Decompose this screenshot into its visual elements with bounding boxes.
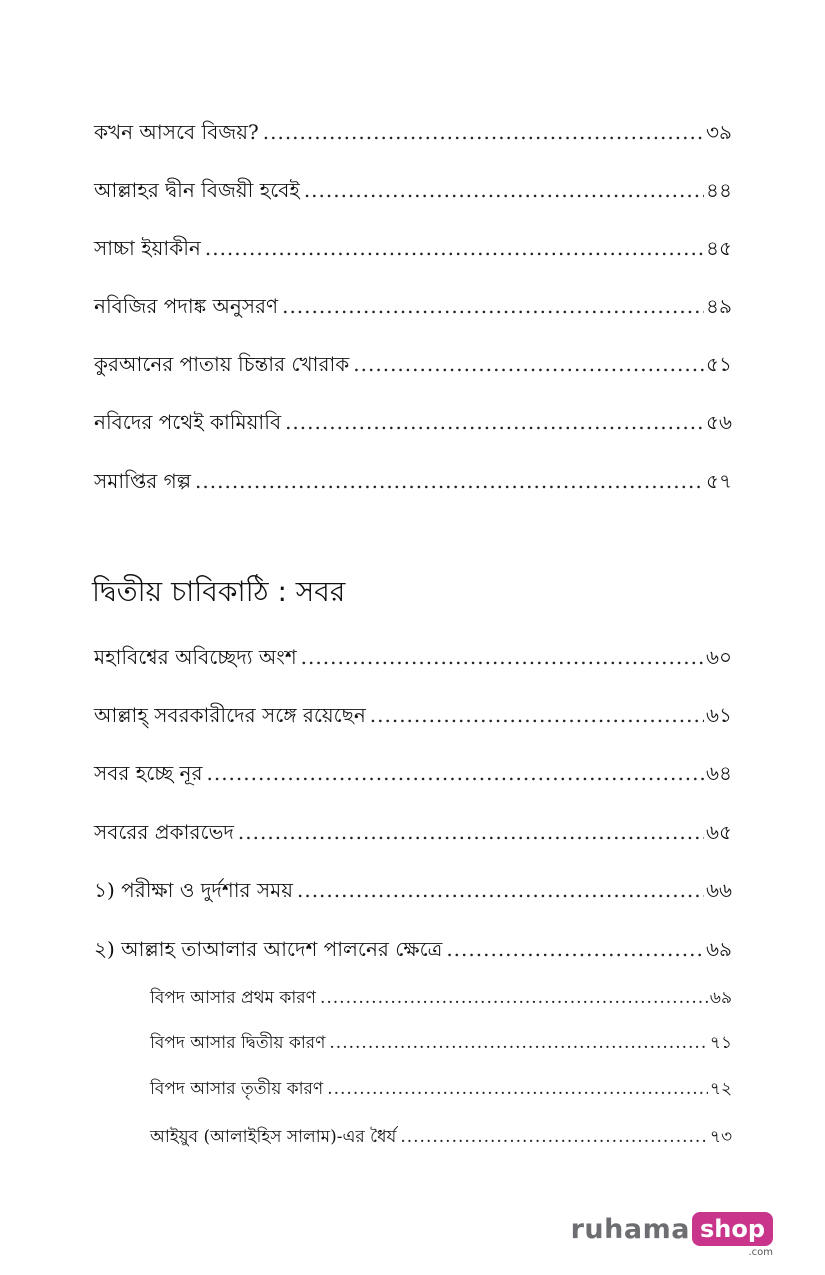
toc-subentry bbox=[150, 1125, 732, 1149]
toc-entry-page: ৬১ bbox=[706, 703, 732, 727]
leader-dots bbox=[206, 759, 704, 787]
toc-entry-title: ১) পরীক্ষা ও দুর্দশার সময় bbox=[94, 878, 293, 902]
toc-entry bbox=[94, 467, 732, 495]
toc-entry-title: মহাবিশ্বের অবিচ্ছেদ্য অংশ bbox=[94, 645, 297, 669]
toc-entry-title: সবরের প্রকারভেদ bbox=[94, 820, 234, 844]
toc-entry bbox=[94, 350, 732, 378]
leader-dots bbox=[263, 118, 704, 146]
leader-dots bbox=[400, 1125, 708, 1149]
toc-entry-page: ৫৬ bbox=[706, 410, 732, 434]
leader-dots bbox=[205, 234, 704, 262]
toc-entry-title: বিপদ আসার দ্বিতীয় কারণ bbox=[150, 1033, 326, 1053]
toc-entry bbox=[94, 234, 732, 262]
toc-entry-title: সমাপ্তির গল্প bbox=[94, 469, 192, 493]
watermark-box: shop bbox=[692, 1212, 773, 1246]
leader-dots bbox=[320, 986, 708, 1010]
toc-subentry bbox=[150, 986, 732, 1010]
toc-entry bbox=[94, 701, 732, 729]
toc-entry bbox=[94, 118, 732, 146]
toc-entry-title: সাচ্চা ইয়াকীন bbox=[94, 236, 201, 260]
toc-subentry bbox=[150, 1031, 732, 1055]
toc-entry-title: আল্লাহর দ্বীন বিজয়ী হবেই bbox=[94, 178, 300, 202]
watermark-name: ruhama bbox=[570, 1213, 690, 1245]
leader-dots bbox=[195, 467, 704, 495]
leader-dots bbox=[304, 176, 704, 204]
toc-entry bbox=[94, 759, 732, 787]
toc-entry-page: ৭১ bbox=[709, 1033, 732, 1053]
leader-dots bbox=[297, 876, 704, 904]
toc-entry-title: আল্লাহ্ সবরকারীদের সঙ্গে রয়েছেন bbox=[94, 703, 366, 727]
toc-entry bbox=[94, 935, 732, 963]
toc-entry-page: ৪৫ bbox=[706, 236, 732, 260]
toc-entry-page: ৪৪ bbox=[706, 178, 732, 202]
toc-entry bbox=[94, 643, 732, 671]
toc-entry-page: ৭২ bbox=[709, 1079, 732, 1099]
toc-entry-title: আইয়ুব (আলাইহিস সালাম)-এর ধৈর্য bbox=[150, 1127, 397, 1147]
watermark-sub: .com bbox=[748, 1247, 773, 1258]
leader-dots bbox=[238, 818, 704, 846]
toc-entry-page: ৫৭ bbox=[706, 469, 732, 493]
toc-subentry bbox=[150, 1077, 732, 1101]
section-heading: দ্বিতীয় চাবিকাঠি : সবর bbox=[92, 575, 346, 608]
toc-entry-title: কখন আসবে বিজয়? bbox=[94, 120, 259, 144]
toc-entry-page: ৬৪ bbox=[706, 761, 732, 785]
toc-entry-title: নবিজির পদাঙ্ক অনুসরণ bbox=[94, 294, 279, 318]
toc-entry-title: বিপদ আসার প্রথম কারণ bbox=[150, 988, 316, 1008]
toc-entry-title: ২) আল্লাহ তাআলার আদেশ পালনের ক্ষেত্রে bbox=[94, 937, 443, 961]
leader-dots bbox=[446, 935, 704, 963]
toc-entry-page: ৬৯ bbox=[709, 988, 732, 1008]
leader-dots bbox=[329, 1031, 708, 1055]
toc-entry bbox=[94, 292, 732, 320]
toc-entry-page: ৬৫ bbox=[706, 820, 732, 844]
toc-entry bbox=[94, 876, 732, 904]
leader-dots bbox=[353, 350, 704, 378]
leader-dots bbox=[282, 292, 704, 320]
leader-dots bbox=[327, 1077, 708, 1101]
toc-entry-page: ৬০ bbox=[705, 645, 732, 669]
toc-entry-title: বিপদ আসার তৃতীয় কারণ bbox=[150, 1079, 324, 1099]
toc-entry-page: ৩৯ bbox=[706, 120, 732, 144]
toc-entry-title: সবর হচ্ছে নূর bbox=[94, 761, 203, 785]
toc-entry-page: ৬৬ bbox=[705, 878, 732, 902]
toc-entry bbox=[94, 408, 732, 436]
leader-dots bbox=[301, 643, 704, 671]
toc-entry bbox=[94, 818, 732, 846]
toc-entry-title: কুরআনের পাতায় চিন্তার খোরাক bbox=[94, 352, 350, 376]
toc-entry-page: ৫১ bbox=[706, 352, 732, 376]
toc-entry-title: নবিদের পথেই কামিয়াবি bbox=[94, 410, 282, 434]
toc-entry bbox=[94, 176, 732, 204]
leader-dots bbox=[370, 701, 704, 729]
toc-entry-page: ৬৯ bbox=[706, 937, 732, 961]
watermark-logo bbox=[571, 1212, 773, 1246]
toc-entry-page: ৪৯ bbox=[706, 294, 732, 318]
toc-entry-page: ৭৩ bbox=[709, 1127, 732, 1147]
leader-dots bbox=[285, 408, 704, 436]
